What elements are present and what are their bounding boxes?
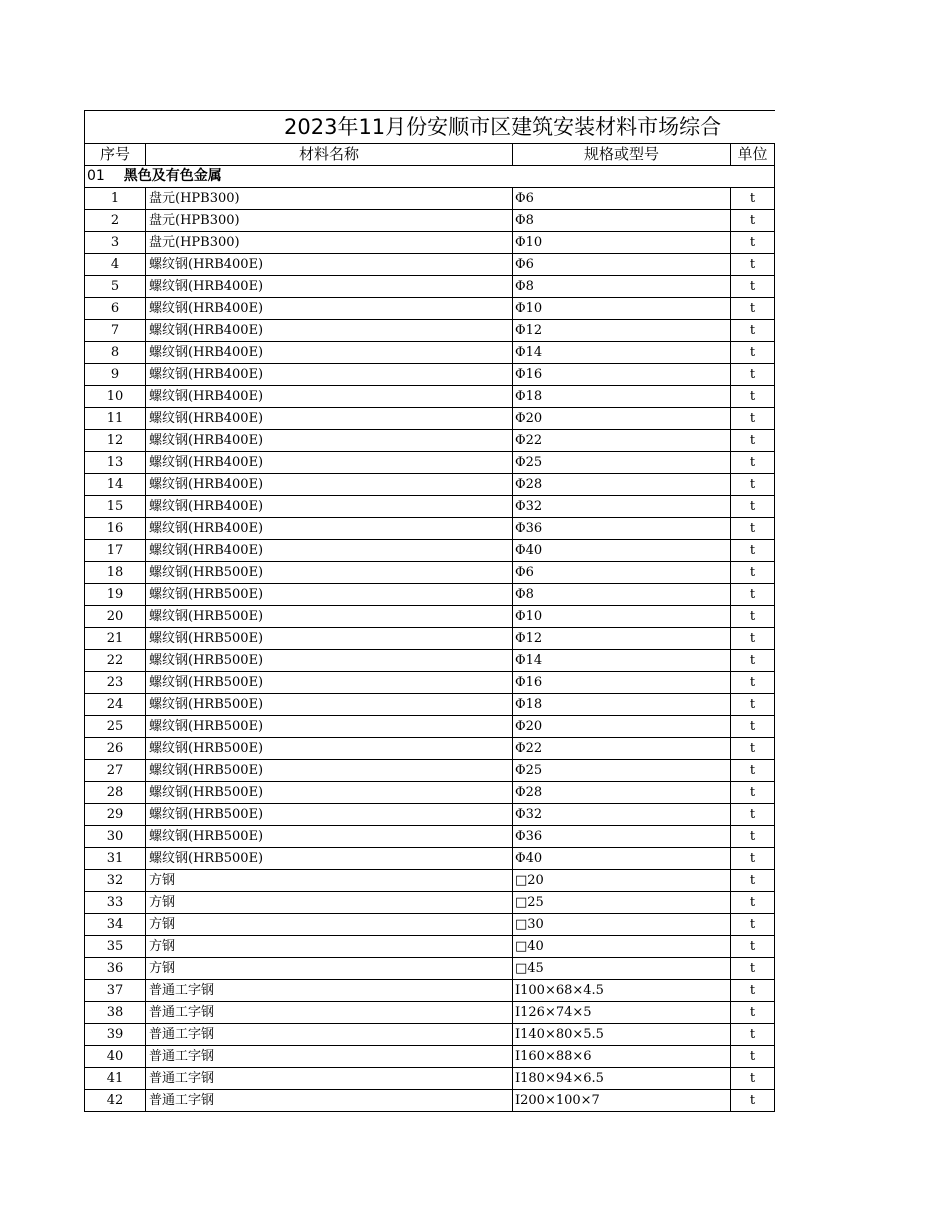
row-name: 螺纹钢(HRB500E) (146, 606, 513, 628)
row-name: 螺纹钢(HRB500E) (146, 826, 513, 848)
row-unit: t (731, 562, 775, 584)
category-cell (85, 166, 775, 188)
row-unit: t (731, 496, 775, 518)
table-row (85, 914, 775, 936)
row-spec: Φ20 (513, 716, 731, 738)
row-unit: t (731, 804, 775, 826)
row-spec: □30 (513, 914, 731, 936)
table-row (85, 496, 775, 518)
row-name: 螺纹钢(HRB500E) (146, 738, 513, 760)
row-spec: Φ40 (513, 540, 731, 562)
table-row (85, 232, 775, 254)
header-name: 材料名称 (146, 144, 513, 166)
table-row (85, 452, 775, 474)
row-spec: Φ22 (513, 430, 731, 452)
row-name: 螺纹钢(HRB500E) (146, 804, 513, 826)
row-name: 螺纹钢(HRB500E) (146, 628, 513, 650)
materials-table (84, 110, 775, 1112)
row-unit: t (731, 672, 775, 694)
row-unit: t (731, 1002, 775, 1024)
row-unit: t (731, 892, 775, 914)
row-name: 普通工字钢 (146, 1024, 513, 1046)
row-name: 螺纹钢(HRB400E) (146, 364, 513, 386)
row-spec: I200×100×7 (513, 1090, 731, 1112)
row-unit: t (731, 980, 775, 1002)
row-name: 螺纹钢(HRB500E) (146, 716, 513, 738)
row-unit: t (731, 628, 775, 650)
row-no: 25 (85, 716, 146, 738)
table-row (85, 430, 775, 452)
table-row (85, 320, 775, 342)
row-name: 螺纹钢(HRB400E) (146, 298, 513, 320)
row-name: 盘元(HPB300) (146, 210, 513, 232)
row-name: 盘元(HPB300) (146, 232, 513, 254)
row-spec: Φ20 (513, 408, 731, 430)
row-name: 螺纹钢(HRB400E) (146, 540, 513, 562)
row-spec: Φ6 (513, 562, 731, 584)
row-spec: Φ8 (513, 584, 731, 606)
row-unit: t (731, 364, 775, 386)
row-spec: Φ10 (513, 298, 731, 320)
row-unit: t (731, 650, 775, 672)
row-no: 23 (85, 672, 146, 694)
row-spec: Φ18 (513, 386, 731, 408)
row-unit: t (731, 232, 775, 254)
row-name: 普通工字钢 (146, 1090, 513, 1112)
table-row (85, 562, 775, 584)
row-name: 螺纹钢(HRB400E) (146, 496, 513, 518)
row-name: 方钢 (146, 936, 513, 958)
row-name: 螺纹钢(HRB400E) (146, 254, 513, 276)
row-no: 26 (85, 738, 146, 760)
row-name: 方钢 (146, 914, 513, 936)
row-spec: Φ10 (513, 232, 731, 254)
table-row (85, 584, 775, 606)
header-no: 序号 (85, 144, 146, 166)
row-unit: t (731, 210, 775, 232)
row-spec: I180×94×6.5 (513, 1068, 731, 1090)
table-row (85, 848, 775, 870)
row-no: 14 (85, 474, 146, 496)
row-no: 17 (85, 540, 146, 562)
row-no: 7 (85, 320, 146, 342)
row-spec: Φ12 (513, 628, 731, 650)
row-name: 螺纹钢(HRB500E) (146, 782, 513, 804)
table-row (85, 408, 775, 430)
row-unit: t (731, 540, 775, 562)
table-row (85, 254, 775, 276)
row-name: 螺纹钢(HRB400E) (146, 408, 513, 430)
row-unit: t (731, 870, 775, 892)
row-spec: Φ25 (513, 452, 731, 474)
row-no: 40 (85, 1046, 146, 1068)
row-name: 方钢 (146, 892, 513, 914)
row-unit: t (731, 914, 775, 936)
row-name: 普通工字钢 (146, 980, 513, 1002)
table-row (85, 804, 775, 826)
table-row (85, 364, 775, 386)
table-row (85, 298, 775, 320)
table-row (85, 628, 775, 650)
row-spec: I126×74×5 (513, 1002, 731, 1024)
row-unit: t (731, 1024, 775, 1046)
row-spec: Φ12 (513, 320, 731, 342)
row-no: 19 (85, 584, 146, 606)
row-unit: t (731, 188, 775, 210)
row-spec: Φ40 (513, 848, 731, 870)
row-unit: t (731, 1090, 775, 1112)
row-no: 16 (85, 518, 146, 540)
table-row (85, 1068, 775, 1090)
row-name: 螺纹钢(HRB400E) (146, 430, 513, 452)
row-spec: Φ18 (513, 694, 731, 716)
row-unit: t (731, 782, 775, 804)
row-no: 22 (85, 650, 146, 672)
table-row (85, 892, 775, 914)
table-row (85, 1002, 775, 1024)
row-name: 普通工字钢 (146, 1046, 513, 1068)
row-unit: t (731, 342, 775, 364)
row-name: 螺纹钢(HRB400E) (146, 342, 513, 364)
row-unit: t (731, 298, 775, 320)
row-unit: t (731, 584, 775, 606)
row-spec: Φ36 (513, 826, 731, 848)
table-row (85, 980, 775, 1002)
category-code: 01 (87, 168, 105, 184)
header-spec: 规格或型号 (513, 144, 731, 166)
row-no: 32 (85, 870, 146, 892)
row-unit: t (731, 276, 775, 298)
table-row (85, 474, 775, 496)
table-row (85, 650, 775, 672)
row-no: 37 (85, 980, 146, 1002)
row-no: 38 (85, 1002, 146, 1024)
row-no: 10 (85, 386, 146, 408)
category-row (85, 166, 775, 188)
row-unit: t (731, 1068, 775, 1090)
table-row (85, 694, 775, 716)
row-name: 螺纹钢(HRB500E) (146, 584, 513, 606)
row-unit: t (731, 760, 775, 782)
table-row (85, 870, 775, 892)
row-name: 螺纹钢(HRB400E) (146, 386, 513, 408)
row-unit: t (731, 430, 775, 452)
table-row (85, 210, 775, 232)
row-spec: Φ14 (513, 342, 731, 364)
row-no: 24 (85, 694, 146, 716)
table-row (85, 826, 775, 848)
row-spec: □40 (513, 936, 731, 958)
row-name: 螺纹钢(HRB500E) (146, 694, 513, 716)
row-unit: t (731, 386, 775, 408)
row-unit: t (731, 936, 775, 958)
row-unit: t (731, 606, 775, 628)
row-no: 3 (85, 232, 146, 254)
row-no: 12 (85, 430, 146, 452)
table-row (85, 738, 775, 760)
row-spec: □45 (513, 958, 731, 980)
row-name: 普通工字钢 (146, 1002, 513, 1024)
table-row (85, 958, 775, 980)
row-no: 36 (85, 958, 146, 980)
table-row (85, 716, 775, 738)
row-no: 1 (85, 188, 146, 210)
row-no: 4 (85, 254, 146, 276)
table-row (85, 188, 775, 210)
row-no: 29 (85, 804, 146, 826)
table-row (85, 276, 775, 298)
row-name: 盘元(HPB300) (146, 188, 513, 210)
row-name: 螺纹钢(HRB500E) (146, 672, 513, 694)
table-row (85, 386, 775, 408)
row-no: 42 (85, 1090, 146, 1112)
row-name: 普通工字钢 (146, 1068, 513, 1090)
row-no: 18 (85, 562, 146, 584)
row-spec: □25 (513, 892, 731, 914)
row-spec: Φ28 (513, 474, 731, 496)
row-spec: Φ28 (513, 782, 731, 804)
row-name: 螺纹钢(HRB400E) (146, 276, 513, 298)
row-spec: Φ16 (513, 364, 731, 386)
row-unit: t (731, 474, 775, 496)
row-no: 39 (85, 1024, 146, 1046)
table-row (85, 782, 775, 804)
row-no: 15 (85, 496, 146, 518)
row-unit: t (731, 518, 775, 540)
row-no: 33 (85, 892, 146, 914)
row-spec: Φ16 (513, 672, 731, 694)
row-unit: t (731, 716, 775, 738)
row-spec: Φ8 (513, 276, 731, 298)
row-no: 2 (85, 210, 146, 232)
row-no: 8 (85, 342, 146, 364)
row-spec: Φ36 (513, 518, 731, 540)
row-name: 螺纹钢(HRB400E) (146, 518, 513, 540)
row-unit: t (731, 408, 775, 430)
title-row (85, 111, 775, 144)
table-row (85, 1090, 775, 1112)
row-name: 螺纹钢(HRB500E) (146, 848, 513, 870)
row-name: 方钢 (146, 958, 513, 980)
row-no: 21 (85, 628, 146, 650)
sheet-title: 2023年11月份安顺市区建筑安装材料市场综合 (85, 111, 775, 144)
table-row (85, 672, 775, 694)
row-no: 27 (85, 760, 146, 782)
row-name: 螺纹钢(HRB400E) (146, 474, 513, 496)
row-name: 螺纹钢(HRB500E) (146, 760, 513, 782)
row-no: 28 (85, 782, 146, 804)
row-name: 螺纹钢(HRB500E) (146, 650, 513, 672)
row-name: 方钢 (146, 870, 513, 892)
table-row (85, 342, 775, 364)
row-no: 6 (85, 298, 146, 320)
row-spec: Φ6 (513, 188, 731, 210)
row-no: 34 (85, 914, 146, 936)
row-spec: Φ6 (513, 254, 731, 276)
row-no: 13 (85, 452, 146, 474)
table-row (85, 606, 775, 628)
row-no: 41 (85, 1068, 146, 1090)
table-row (85, 1024, 775, 1046)
row-no: 35 (85, 936, 146, 958)
row-no: 9 (85, 364, 146, 386)
row-no: 5 (85, 276, 146, 298)
table-row (85, 1046, 775, 1068)
row-spec: I100×68×4.5 (513, 980, 731, 1002)
row-unit: t (731, 254, 775, 276)
row-unit: t (731, 958, 775, 980)
row-spec: Φ8 (513, 210, 731, 232)
row-unit: t (731, 826, 775, 848)
row-spec: Φ25 (513, 760, 731, 782)
row-name: 螺纹钢(HRB400E) (146, 320, 513, 342)
row-spec: Φ32 (513, 496, 731, 518)
row-no: 30 (85, 826, 146, 848)
row-name: 螺纹钢(HRB400E) (146, 452, 513, 474)
row-spec: I140×80×5.5 (513, 1024, 731, 1046)
row-unit: t (731, 1046, 775, 1068)
row-no: 31 (85, 848, 146, 870)
row-unit: t (731, 694, 775, 716)
table-row (85, 540, 775, 562)
table-row (85, 936, 775, 958)
row-name: 螺纹钢(HRB500E) (146, 562, 513, 584)
row-spec: Φ22 (513, 738, 731, 760)
row-spec: Φ14 (513, 650, 731, 672)
price-sheet (84, 110, 774, 1112)
header-unit: 单位 (731, 144, 775, 166)
row-unit: t (731, 452, 775, 474)
row-unit: t (731, 848, 775, 870)
row-spec: I160×88×6 (513, 1046, 731, 1068)
row-unit: t (731, 738, 775, 760)
row-no: 20 (85, 606, 146, 628)
row-spec: Φ10 (513, 606, 731, 628)
table-row (85, 760, 775, 782)
row-spec: Φ32 (513, 804, 731, 826)
row-spec: □20 (513, 870, 731, 892)
row-unit: t (731, 320, 775, 342)
header-row (85, 144, 775, 166)
table-row (85, 518, 775, 540)
row-no: 11 (85, 408, 146, 430)
category-name: 黑色及有色金属 (123, 168, 222, 184)
